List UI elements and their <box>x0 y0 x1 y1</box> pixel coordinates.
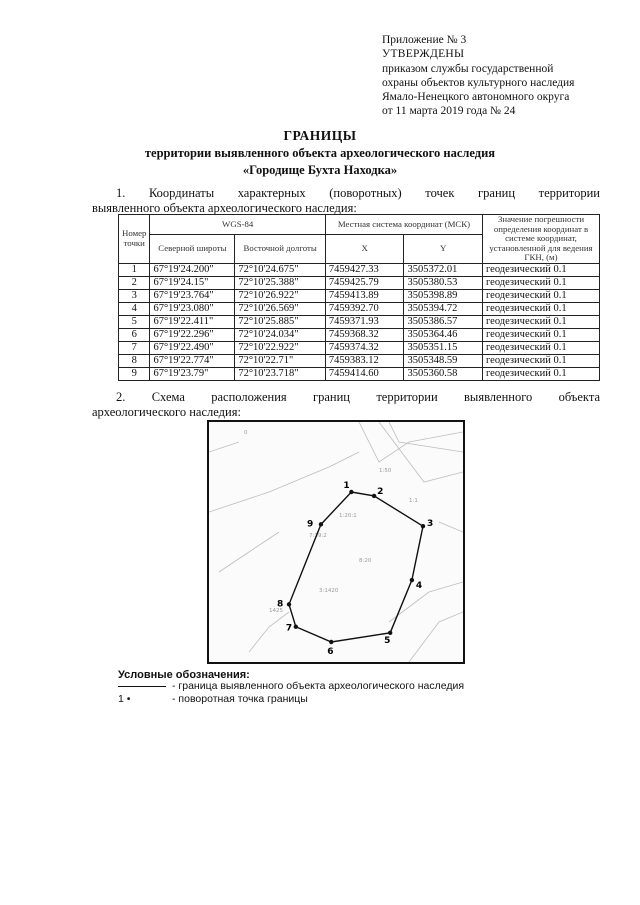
th-latitude: Северной широты <box>150 234 235 263</box>
table-row <box>119 302 600 315</box>
cell-y: 3505348.59 <box>404 354 483 367</box>
point-symbol: 1 • <box>118 693 131 705</box>
section-1-heading <box>92 186 600 215</box>
cell-accuracy: геодезический 0.1 <box>483 263 600 276</box>
boundary-point <box>410 578 414 582</box>
document-subtitle: территории выявленного объекта археологического наследия <box>144 146 496 160</box>
cell-longitude: 72°10'26.922" <box>235 289 326 302</box>
cell-x: 7459427.33 <box>325 263 404 276</box>
order-line: Ямало-Ненецкого автономного округа <box>382 91 570 104</box>
table-row <box>119 354 600 367</box>
legend-boundary <box>118 680 464 692</box>
cell-longitude: 72°10'24.675" <box>235 263 326 276</box>
map-overlay <box>277 481 433 657</box>
cell-point-no: 4 <box>119 302 150 315</box>
cell-point-no: 6 <box>119 328 150 341</box>
cell-longitude: 72°10'25.388" <box>235 276 326 289</box>
cell-point-no: 5 <box>119 315 150 328</box>
cell-x: 7459414.60 <box>325 367 404 380</box>
approved-label: УТВЕРЖДЕНЫ <box>382 48 465 61</box>
cell-point-no: 3 <box>119 289 150 302</box>
svg-text:0: 0 <box>244 430 248 436</box>
legend-boundary-label: - граница выявленного объекта археологического наследия <box>172 680 465 692</box>
map-svg <box>209 422 463 662</box>
cell-point-no: 8 <box>119 354 150 367</box>
cell-x: 7459371.93 <box>325 315 404 328</box>
cell-y: 3505372.01 <box>404 263 483 276</box>
cell-longitude: 72°10'22.71" <box>235 354 326 367</box>
th-x: X <box>325 234 404 263</box>
boundary-map <box>207 420 465 664</box>
cell-y: 3505386.57 <box>404 315 483 328</box>
cell-x: 7459374.32 <box>325 341 404 354</box>
cell-y: 3505394.72 <box>404 302 483 315</box>
boundary-point <box>294 625 298 629</box>
svg-text:3:1420: 3:1420 <box>319 588 339 594</box>
cell-y: 3505360.58 <box>404 367 483 380</box>
document-title: ГРАНИЦЫ <box>283 128 357 143</box>
point-label: 3 <box>427 519 434 530</box>
cell-accuracy: геодезический 0.1 <box>483 302 600 315</box>
table-row <box>119 263 600 276</box>
th-y: Y <box>404 234 483 263</box>
boundary-point <box>349 490 353 494</box>
order-line: от 11 марта 2019 года № 24 <box>382 105 516 118</box>
point-label: 7 <box>285 623 293 634</box>
th-point-no: Номер точки <box>119 215 150 264</box>
point-label: 8 <box>277 599 284 610</box>
th-wgs84: WGS-84 <box>150 215 325 235</box>
legend-point <box>118 693 308 705</box>
cell-y: 3505364.46 <box>404 328 483 341</box>
object-name: «Городище Бухта Находка» <box>242 163 398 177</box>
cell-accuracy: геодезический 0.1 <box>483 276 600 289</box>
cell-latitude: 67°19'24.200" <box>150 263 235 276</box>
legend-title: Условные обозначения: <box>118 669 250 681</box>
order-line: приказом службы государственной <box>382 62 554 75</box>
cell-accuracy: геодезический 0.1 <box>483 367 600 380</box>
cell-x: 7459425.79 <box>325 276 404 289</box>
cell-accuracy: геодезический 0.1 <box>483 328 600 341</box>
section-1-line-1: 1. Координаты характерных (поворотных) точек границ территории <box>116 186 600 200</box>
appendix-number: Приложение № 3 <box>382 34 467 46</box>
svg-text:8:20: 8:20 <box>359 558 372 564</box>
cell-longitude: 72°10'26.569" <box>235 302 326 315</box>
svg-text:1:1: 1:1 <box>409 498 418 504</box>
cell-longitude: 72°10'24.034" <box>235 328 326 341</box>
table-row <box>119 328 600 341</box>
cell-point-no: 9 <box>119 367 150 380</box>
approval-block <box>382 33 632 119</box>
cell-latitude: 67°19'22.490" <box>150 341 235 354</box>
order-line: охраны объектов культурного наследия <box>382 76 575 89</box>
point-label: 9 <box>306 519 314 530</box>
cell-y: 3505398.89 <box>404 289 483 302</box>
background-labels <box>244 430 418 614</box>
point-label: 5 <box>384 635 391 646</box>
cell-latitude: 67°19'22.411" <box>150 315 235 328</box>
svg-text:1:50: 1:50 <box>379 468 392 474</box>
svg-text:7:39:2: 7:39:2 <box>309 533 327 539</box>
boundary-point <box>421 524 425 528</box>
th-longitude: Восточной долготы <box>235 234 326 263</box>
section-2-heading <box>92 390 600 419</box>
table-row <box>119 315 600 328</box>
cell-x: 7459368.32 <box>325 328 404 341</box>
cell-latitude: 67°19'23.764" <box>150 289 235 302</box>
section-2-line-1: 2. Схема расположения границ территории выявленного объекта <box>116 390 600 404</box>
section-2-line-2: археологического наследия: <box>92 404 241 419</box>
boundary-point <box>319 522 323 526</box>
cell-longitude: 72°10'23.718" <box>235 367 326 380</box>
point-label: 4 <box>415 581 423 592</box>
cell-latitude: 67°19'22.296" <box>150 328 235 341</box>
cell-longitude: 72°10'22.922" <box>235 341 326 354</box>
table-row <box>119 341 600 354</box>
boundary-point <box>287 602 291 606</box>
boundary-points <box>277 481 433 657</box>
table-row <box>119 367 600 380</box>
cell-latitude: 67°19'23.79" <box>150 367 235 380</box>
svg-text:1:20:1: 1:20:1 <box>339 513 357 519</box>
svg-text:1425: 1425 <box>269 608 283 614</box>
point-label: 6 <box>327 647 334 657</box>
cell-point-no: 1 <box>119 263 150 276</box>
cell-point-no: 2 <box>119 276 150 289</box>
cell-x: 7459413.89 <box>325 289 404 302</box>
legend-point-label: - поворотная точка границы <box>172 693 308 705</box>
boundary-line-symbol <box>118 686 166 687</box>
cell-x: 7459392.70 <box>325 302 404 315</box>
cell-longitude: 72°10'25.885" <box>235 315 326 328</box>
boundary-point <box>372 494 376 498</box>
cell-y: 3505351.15 <box>404 341 483 354</box>
cell-latitude: 67°19'23.080" <box>150 302 235 315</box>
boundary-point <box>388 631 392 635</box>
cell-latitude: 67°19'22.774" <box>150 354 235 367</box>
cell-accuracy: геодезический 0.1 <box>483 354 600 367</box>
boundary-point <box>329 640 333 644</box>
point-label: 2 <box>377 486 384 497</box>
cell-accuracy: геодезический 0.1 <box>483 315 600 328</box>
th-msk: Местная система координат (МСК) <box>325 215 482 235</box>
cell-accuracy: геодезический 0.1 <box>483 341 600 354</box>
table-row <box>119 289 600 302</box>
th-accuracy: Значение погрешности определения координат в системе координат, установленной для ведения ГКН, (м) <box>483 215 600 264</box>
point-label: 1 <box>343 481 350 491</box>
cell-latitude: 67°19'24.15" <box>150 276 235 289</box>
cell-x: 7459383.12 <box>325 354 404 367</box>
cell-accuracy: геодезический 0.1 <box>483 289 600 302</box>
coordinates-table <box>118 214 600 381</box>
section-1-line-2: выявленного объекта археологического наследия: <box>92 200 357 215</box>
table-row <box>119 276 600 289</box>
cell-y: 3505380.53 <box>404 276 483 289</box>
cadastral-background <box>209 422 463 662</box>
cell-point-no: 7 <box>119 341 150 354</box>
